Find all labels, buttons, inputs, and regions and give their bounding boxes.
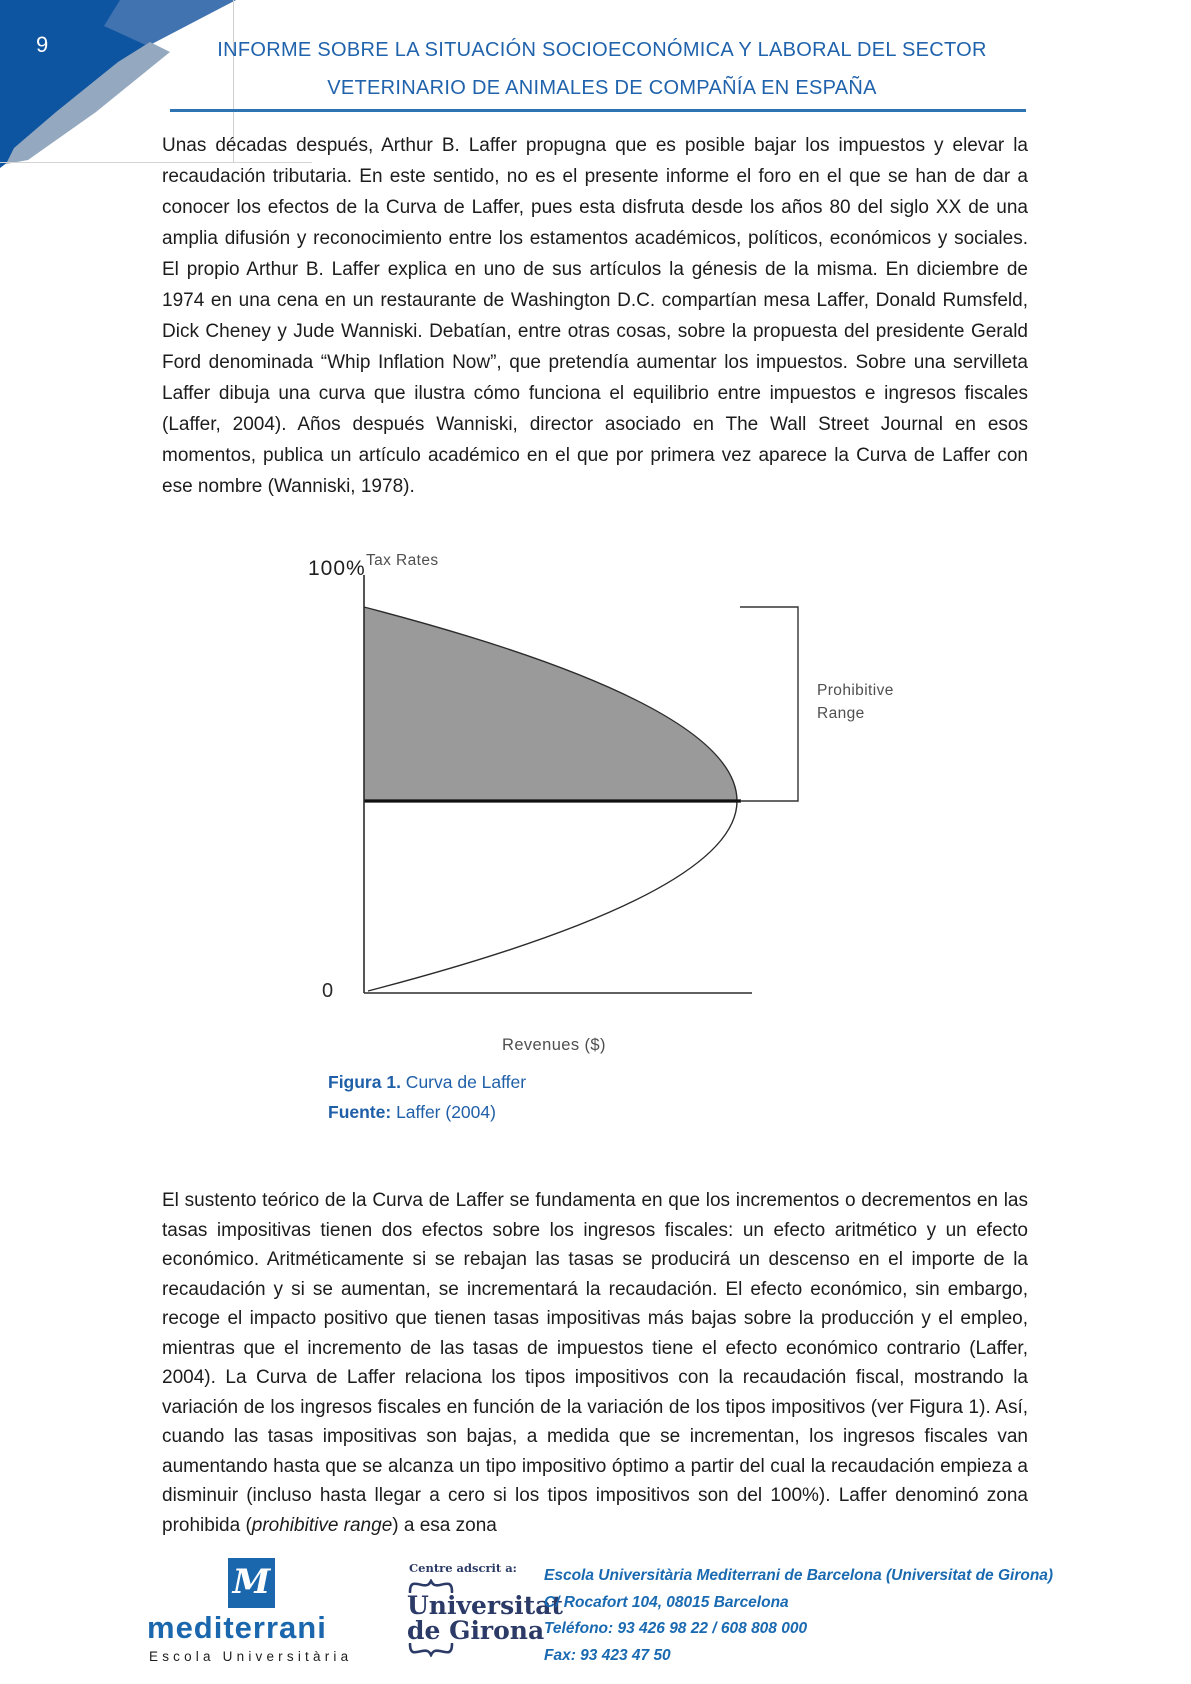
laffer-curve-plot [300,550,820,1010]
body-paragraph-2 [162,1186,1028,1540]
udg-logo-bottom-brace [408,1643,454,1657]
paragraph-2-text: El sustento teórico de la Curva de Laffer se fundamenta en que los incrementos o decrementos en las tasas impositivas tienen dos efectos sobre los ingresos fiscales: un efecto aritmético y un efecto económico. Aritméticamente si se rebajan las tasas se producirá un descenso en el importe de la recaudación y si se aumentan, se incrementará la recaudación. El efecto económico, sin embargo, recoge el impacto positivo que tienen tasas impositivas más bajas sobre la producción y el empleo, mientras que el incremento de las tasas de impuestos tiene el efecto económico contrario (Laffer, 2004). La Curva de Laffer relaciona los tipos impositivos con la recaudación fiscal, mostrando la variación de los ingresos fiscales en función de la variación de los tipos impositivos (ver Figura 1). Así, cuando las tasas impositivas son bajas, a medida que se incrementan, los ingresos fiscales van aumentando hasta que se alcanza un tipo impositivo óptimo a partir del cual la recaudación empieza a disminuir (incluso hasta llegar a cero si los tipos impositivos son del 100%). Laffer denominó zona prohibida ( [162,1190,1028,1536]
figure-source-label: Fuente: [328,1102,392,1122]
prohibitive-range-annotation-line-2: Range [817,705,865,722]
mediterrani-subtitle: Escola Universitària [149,1649,353,1664]
paragraph-2-text-end: ) a esa zona [392,1514,497,1536]
mediterrani-logo-icon [228,1558,275,1608]
prohibitive-range-annotation [817,679,894,725]
footer-contact-line-1: Escola Universitària Mediterrani de Barcelona (Universitat de Girona) [544,1567,1054,1584]
mediterrani-m-glyph: M [232,1562,271,1602]
y-axis-label: Tax Rates [366,552,439,569]
centre-adscrit-label: Centre adscrit a: [409,1561,517,1575]
page-number: 9 [36,32,49,57]
figure-source [328,1102,496,1123]
document-title-line-1: INFORME SOBRE LA SITUACIÓN SOCIOECONÓMICA Y LABORAL DEL SECTOR [217,39,987,61]
document-title [160,31,1044,107]
figure-source-text: Laffer (2004) [391,1102,496,1122]
prohibitive-range-annotation-line-1: Prohibitive [817,682,894,699]
figure-caption [328,1072,526,1093]
x-axis-label: Revenues ($) [502,1036,606,1054]
body-paragraph-1: Unas décadas después, Arthur B. Laffer propugna que es posible bajar los impuestos y elevar la recaudación tributaria. En este sentido, no es el presente informe el foro en el que se han de dar a conocer los efectos de la Curva de Laffer, pues esta disfruta desde los años 80 del siglo XX de una amplia difusión y reconocimiento entre los estamentos académicos, políticos, económicos y sociales. El propio Arthur B. Laffer explica en uno de sus artículos la génesis de la misma. En diciembre de 1974 en una cena en un restaurante de Washington D.C. compartían mesa Laffer, Donald Rumsfeld, Dick Cheney y Jude Wanniski. Debatían, entre otras cosas, sobre la propuesta del presidente Gerald Ford denominada “Whip Inflation Now”, que pretendía aumentar los impuestos. Sobre una servilleta Laffer dibuja una curva que ilustra cómo funciona el equilibrio entre impuestos e ingresos fiscales (Laffer, 2004). Años después Wanniski, director asociado en The Wall Street Journal en esos momentos, publica un artículo académico en el que por primera vez aparece la Curva de Laffer con ese nombre (Wanniski, 1978). [162,135,1028,497]
udg-logo-line-2: de Girona [407,1616,545,1645]
footer-contact-line-3: Teléfono: 93 426 98 22 / 608 808 000 [544,1620,808,1637]
footer-contact-line-4: Fax: 93 423 47 50 [544,1646,671,1664]
figure-caption-text: Curva de Laffer [400,1072,527,1092]
document-title-line-2: VETERINARIO DE ANIMALES DE COMPAÑÍA EN ESPAÑA [327,77,877,99]
figure-caption-label: Figura 1. [328,1072,401,1092]
paragraph-2-italic-term: prohibitive range [251,1514,393,1536]
udg-logo-line-1: Universitat [407,1591,563,1620]
origin-tick-label: 0 [322,980,334,1002]
prohibitive-range-bracket [740,607,798,801]
footer-contact-line-2: C/ Rocafort 104, 08015 Barcelona [544,1593,789,1611]
prohibitive-area-fill [364,607,737,801]
mediterrani-wordmark: mediterrani [147,1610,327,1645]
y-axis-top-tick-label: 100% [308,557,366,580]
title-divider-rule [170,109,1026,112]
footer-contact-block [544,1563,1053,1669]
